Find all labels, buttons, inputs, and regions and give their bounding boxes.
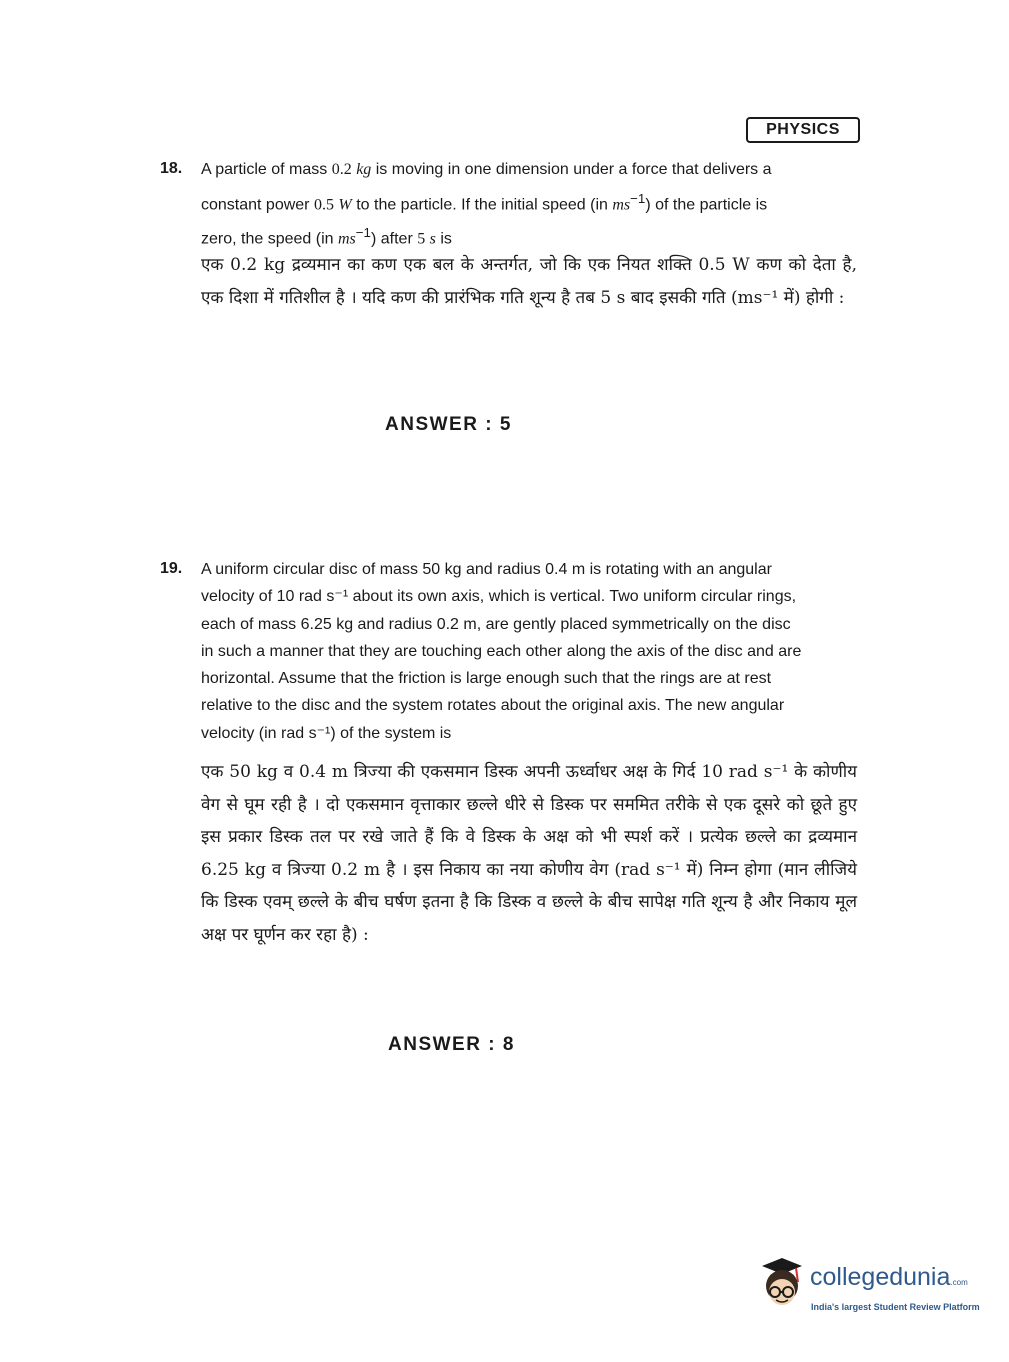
question-18-hindi: एक 0.2 kg द्रव्यमान का कण एक बल के अन्तर्गत, जो कि एक नियत शक्ति 0.5 W कण को देता है, एक दिशा में गतिशील है । यदि कण की प्रारंभिक गति शून्य है तब 5 s बाद इसकी गति (ms⁻¹ में) होगी : (201, 255, 857, 308)
answer-19: ANSWER : 8 (388, 1034, 515, 1055)
question-19-number: 19. (160, 560, 183, 577)
subject-label: PHYSICS (746, 117, 860, 143)
answer-18: ANSWER : 5 (385, 414, 512, 435)
brand-name: collegedunia.com (810, 1263, 968, 1291)
question-19-english: A uniform circular disc of mass 50 kg and radius 0.4 m is rotating with an angular velocity of 10 rad s⁻¹ about its own axis, which is vertical. Two uniform circular rings, each of mass 6.25 kg and radius 0.2 m, are gently placed symmetrically on the disc in such a manner that they are touching each other along the axis of the disc and are horizontal. Assume that the friction is large enough such that the rings are at rest relative to the disc and the system rotates about the original axis. The new angular velocity (in rad s⁻¹) of the system is (201, 561, 802, 742)
brand-tagline: India's largest Student Review Platform (811, 1302, 980, 1312)
question-18-number: 18. (160, 160, 183, 177)
question-18-english: A particle of mass 0.2 kg is moving in one dimension under a force that delivers a constant power 0.5 W to the particle. If the initial speed (in $ms^{-1}$) of the particle is zero, the speed (in $ms^{-1}$) after 5 s is (201, 161, 772, 248)
question-19-hindi: एक 50 kg व 0.4 m त्रिज्या की एकसमान डिस्क अपनी ऊर्ध्वाधर अक्ष के गिर्द 10 rad s⁻¹ के कोणीय वेग से घूम रही है । दो एकसमान वृत्ताकार छल्ले धीरे से डिस्क पर सममित तरीके से एक दूसरे को छूते हुए इस प्रकार डिस्क तल पर रखे जाते हैं कि वे डिस्क के अक्ष को भी स्पर्श करें । प्रत्येक छल्ले का द्रव्यमान 6.25 kg व त्रिज्या 0.2 m है । इस निकाय का नया कोणीय वेग (rad s⁻¹ में) निम्न होगा (मान लीजिये कि डिस्क एवम् छल्ले के बीच घर्षण इतना है कि डिस्क व छल्ले के बीच सापेक्ष गति शून्य है और निकाय मूल अक्ष पर घूर्णन कर रहा है) : (201, 762, 857, 945)
